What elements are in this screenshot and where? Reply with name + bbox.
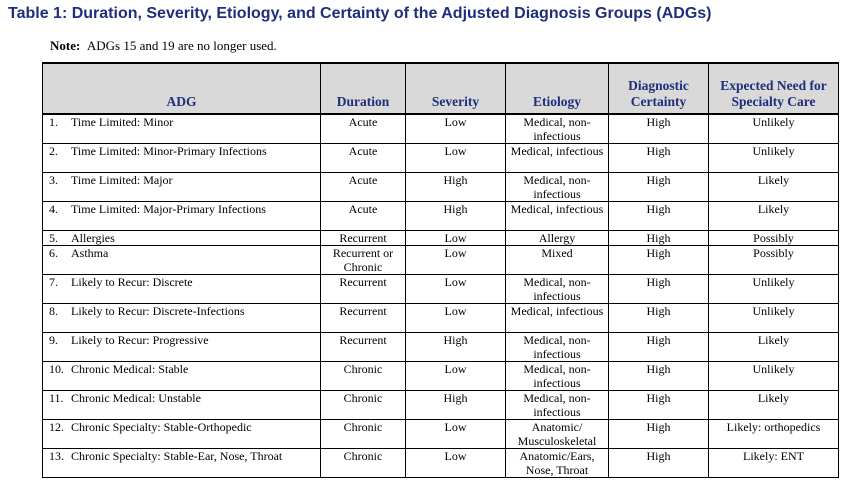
adg-number: 13. bbox=[49, 449, 64, 463]
cell-need: Unlikely bbox=[709, 144, 839, 173]
cell-severity: Low bbox=[406, 362, 506, 391]
header-diagnostic-certainty: Diagnostic Certainty bbox=[609, 63, 709, 114]
cell-duration: Acute bbox=[321, 144, 406, 173]
adg-number: 3. bbox=[49, 173, 58, 187]
adg-number: 2. bbox=[49, 144, 58, 158]
cell-etiology: Medical, non-infectious bbox=[506, 391, 609, 420]
cell-duration: Recurrent bbox=[321, 333, 406, 362]
table-row bbox=[43, 449, 839, 478]
cell-certainty: High bbox=[609, 420, 709, 449]
cell-duration: Acute bbox=[321, 202, 406, 231]
cell-etiology: Anatomic/Ears, Nose, Throat bbox=[506, 449, 609, 478]
cell-adg bbox=[43, 144, 321, 173]
cell-adg bbox=[43, 231, 321, 246]
table-row bbox=[43, 173, 839, 202]
cell-adg bbox=[43, 114, 321, 144]
cell-severity: High bbox=[406, 173, 506, 202]
table-row bbox=[43, 114, 839, 144]
adg-name: Likely to Recur: Progressive bbox=[71, 333, 209, 347]
cell-etiology: Medical, non-infectious bbox=[506, 362, 609, 391]
header-severity: Severity bbox=[406, 63, 506, 114]
adg-number: 11. bbox=[49, 391, 64, 405]
cell-need: Unlikely bbox=[709, 275, 839, 304]
cell-severity: Low bbox=[406, 304, 506, 333]
cell-adg bbox=[43, 173, 321, 202]
cell-certainty: High bbox=[609, 304, 709, 333]
cell-severity: Low bbox=[406, 275, 506, 304]
cell-severity: Low bbox=[406, 420, 506, 449]
header-adg: ADG bbox=[43, 63, 321, 114]
cell-need: Possibly bbox=[709, 246, 839, 275]
adg-number: 10. bbox=[49, 362, 64, 376]
cell-duration: Acute bbox=[321, 114, 406, 144]
cell-certainty: High bbox=[609, 246, 709, 275]
cell-adg bbox=[43, 275, 321, 304]
cell-etiology: Mixed bbox=[506, 246, 609, 275]
cell-etiology: Medical, infectious bbox=[506, 304, 609, 333]
cell-need: Unlikely bbox=[709, 304, 839, 333]
adg-name: Time Limited: Major bbox=[71, 173, 173, 187]
table-title: Table 1: Duration, Severity, Etiology, and Certainty of the Adjusted Diagnosis Groups (ADGs) bbox=[8, 5, 712, 22]
cell-duration: Acute bbox=[321, 173, 406, 202]
cell-adg bbox=[43, 449, 321, 478]
table-row bbox=[43, 246, 839, 275]
cell-severity: High bbox=[406, 333, 506, 362]
cell-adg bbox=[43, 202, 321, 231]
cell-adg bbox=[43, 362, 321, 391]
cell-need: Likely bbox=[709, 173, 839, 202]
cell-duration: Recurrent bbox=[321, 231, 406, 246]
table-header-row bbox=[43, 63, 839, 114]
adg-number: 9. bbox=[49, 333, 58, 347]
cell-certainty: High bbox=[609, 391, 709, 420]
adg-name: Time Limited: Major-Primary Infections bbox=[71, 202, 266, 216]
cell-adg bbox=[43, 391, 321, 420]
adg-table bbox=[42, 62, 839, 478]
cell-duration: Recurrent or Chronic bbox=[321, 246, 406, 275]
cell-etiology: Medical, non-infectious bbox=[506, 114, 609, 144]
adg-number: 1. bbox=[49, 115, 58, 129]
adg-name: Chronic Medical: Unstable bbox=[71, 391, 201, 405]
cell-duration: Chronic bbox=[321, 391, 406, 420]
cell-severity: Low bbox=[406, 114, 506, 144]
table-row bbox=[43, 144, 839, 173]
note bbox=[50, 38, 277, 54]
cell-certainty: High bbox=[609, 275, 709, 304]
adg-name: Chronic Medical: Stable bbox=[71, 362, 189, 376]
cell-etiology: Allergy bbox=[506, 231, 609, 246]
table-row bbox=[43, 362, 839, 391]
note-text: ADGs 15 and 19 are no longer used. bbox=[86, 38, 277, 53]
cell-severity: Low bbox=[406, 144, 506, 173]
cell-etiology: Anatomic/ Musculoskeletal bbox=[506, 420, 609, 449]
table-row bbox=[43, 391, 839, 420]
adg-number: 6. bbox=[49, 246, 58, 260]
adg-number: 5. bbox=[49, 231, 58, 245]
cell-severity: Low bbox=[406, 246, 506, 275]
adg-number: 8. bbox=[49, 304, 58, 318]
cell-adg bbox=[43, 246, 321, 275]
cell-need: Likely: ENT bbox=[709, 449, 839, 478]
cell-severity: High bbox=[406, 391, 506, 420]
cell-certainty: High bbox=[609, 173, 709, 202]
cell-severity: High bbox=[406, 202, 506, 231]
cell-need: Unlikely bbox=[709, 114, 839, 144]
adg-name: Asthma bbox=[71, 246, 109, 260]
cell-etiology: Medical, non-infectious bbox=[506, 333, 609, 362]
cell-need: Unlikely bbox=[709, 362, 839, 391]
cell-etiology: Medical, non-infectious bbox=[506, 173, 609, 202]
cell-adg bbox=[43, 333, 321, 362]
table-row bbox=[43, 304, 839, 333]
adg-number: 12. bbox=[49, 420, 64, 434]
cell-etiology: Medical, non-infectious bbox=[506, 275, 609, 304]
cell-duration: Chronic bbox=[321, 362, 406, 391]
adg-name: Time Limited: Minor-Primary Infections bbox=[71, 144, 267, 158]
header-duration: Duration bbox=[321, 63, 406, 114]
cell-certainty: High bbox=[609, 333, 709, 362]
adg-name: Chronic Specialty: Stable-Orthopedic bbox=[71, 420, 252, 434]
cell-certainty: High bbox=[609, 231, 709, 246]
cell-certainty: High bbox=[609, 144, 709, 173]
adg-name: Chronic Specialty: Stable-Ear, Nose, Throat bbox=[71, 449, 283, 463]
cell-duration: Recurrent bbox=[321, 275, 406, 304]
cell-duration: Recurrent bbox=[321, 304, 406, 333]
cell-adg bbox=[43, 420, 321, 449]
table-row bbox=[43, 420, 839, 449]
cell-duration: Chronic bbox=[321, 449, 406, 478]
cell-need: Likely bbox=[709, 333, 839, 362]
adg-number: 4. bbox=[49, 202, 58, 216]
header-expected-need: Expected Need for Specialty Care bbox=[709, 63, 839, 114]
adg-name: Likely to Recur: Discrete bbox=[71, 275, 193, 289]
adg-name: Allergies bbox=[71, 231, 115, 245]
cell-etiology: Medical, infectious bbox=[506, 202, 609, 231]
table-row bbox=[43, 333, 839, 362]
cell-need: Likely: orthopedics bbox=[709, 420, 839, 449]
table-row bbox=[43, 275, 839, 304]
cell-need: Likely bbox=[709, 391, 839, 420]
adg-number: 7. bbox=[49, 275, 58, 289]
cell-severity: Low bbox=[406, 231, 506, 246]
cell-certainty: High bbox=[609, 114, 709, 144]
adg-name: Likely to Recur: Discrete-Infections bbox=[71, 304, 245, 318]
adg-name: Time Limited: Minor bbox=[71, 115, 174, 129]
cell-need: Possibly bbox=[709, 231, 839, 246]
cell-certainty: High bbox=[609, 362, 709, 391]
note-label: Note: bbox=[50, 38, 81, 53]
cell-duration: Chronic bbox=[321, 420, 406, 449]
cell-adg bbox=[43, 304, 321, 333]
table-row bbox=[43, 202, 839, 231]
header-etiology: Etiology bbox=[506, 63, 609, 114]
cell-need: Likely bbox=[709, 202, 839, 231]
cell-etiology: Medical, infectious bbox=[506, 144, 609, 173]
cell-severity: Low bbox=[406, 449, 506, 478]
cell-certainty: High bbox=[609, 202, 709, 231]
cell-certainty: High bbox=[609, 449, 709, 478]
table-row bbox=[43, 231, 839, 246]
